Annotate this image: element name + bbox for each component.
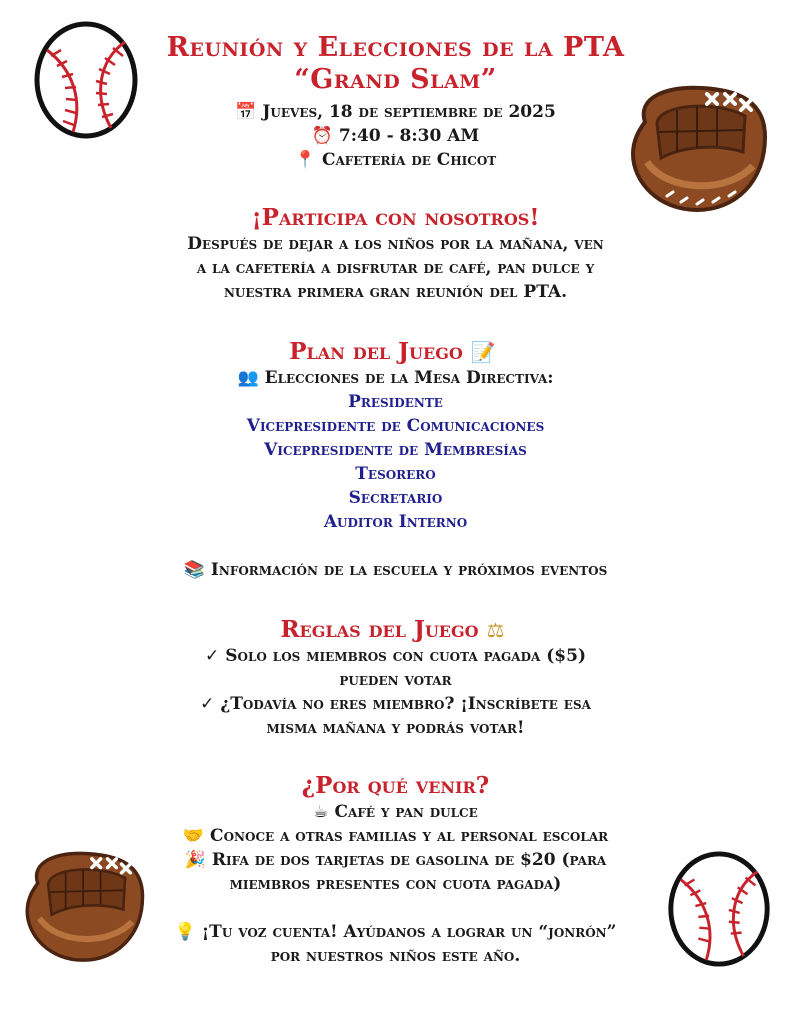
- calendar-icon: 📅: [235, 102, 257, 122]
- role-item: Secretario: [348, 488, 443, 508]
- page-subtitle: “Grand Slam”: [294, 64, 497, 95]
- participa-line: Después de dejar a los niños por la mañana, ven: [187, 234, 604, 254]
- rule-item: ✓ ¿Todavía no eres miembro? ¡Inscríbete esa: [200, 694, 591, 714]
- scales-icon: ⚖: [486, 618, 505, 642]
- plan-section: [0, 338, 791, 582]
- benefit-item: ☕ Café y pan dulce: [313, 802, 478, 822]
- books-icon: 📚: [183, 560, 205, 580]
- rule-item: ✓ Solo los miembros con cuota pagada ($5): [204, 646, 586, 666]
- plan-heading: Plan del Juego 📝: [289, 338, 496, 365]
- reglas-heading: Reglas del Juego ⚖: [280, 616, 505, 643]
- elections-label: 👥 Elecciones de la Mesa Directiva:: [237, 368, 554, 388]
- closing-line: 💡 ¡Tu voz cuenta! Ayúdanos a lograr un “jonrón”: [174, 922, 617, 942]
- people-icon: 👥: [237, 368, 259, 388]
- role-item: Tesorero: [355, 464, 436, 484]
- role-item: Auditor Interno: [323, 512, 468, 532]
- porque-section: [0, 772, 791, 968]
- role-item: Vicepresidente de Comunicaciones: [246, 416, 545, 436]
- check-icon: ✓: [204, 646, 220, 666]
- benefit-item: 🎉 Rifa de dos tarjetas de gasolina de $20 (para: [184, 850, 607, 870]
- role-item: Vicepresidente de Membresías: [264, 440, 527, 460]
- reglas-section: [0, 616, 791, 740]
- header: [0, 32, 791, 172]
- porque-heading: ¿Por qué venir?: [301, 772, 490, 799]
- participa-line: nuestra primera gran reunión del PTA.: [223, 282, 568, 302]
- coffee-icon: ☕: [313, 802, 329, 822]
- participa-section: [0, 204, 791, 304]
- benefit-item-cont: miembros presentes con cuota pagada): [229, 874, 562, 894]
- event-date: 📅 Jueves, 18 de septiembre de 2025: [235, 102, 556, 122]
- alarm-clock-icon: ⏰: [311, 126, 333, 146]
- rule-item-cont: misma mañana y podrás votar!: [266, 718, 525, 738]
- handshake-icon: 🤝: [182, 826, 205, 846]
- rule-item-cont: pueden votar: [339, 670, 452, 690]
- event-location: 📍 Cafetería de Chicot: [294, 150, 497, 170]
- benefit-item: 🤝 Conoce a otras familias y al personal escolar: [182, 826, 609, 846]
- role-item: Presidente: [348, 392, 443, 412]
- memo-icon: 📝: [470, 340, 496, 364]
- party-popper-icon: 🎉: [184, 850, 206, 870]
- info-line: 📚 Información de la escuela y próximos eventos: [183, 560, 608, 580]
- lightbulb-icon: 💡: [174, 922, 196, 942]
- check-icon: ✓: [200, 694, 215, 714]
- page-title: Reunión y Elecciones de la PTA: [166, 32, 625, 63]
- participa-heading: ¡Participa con nosotros!: [251, 204, 540, 231]
- pin-icon: 📍: [294, 150, 316, 170]
- event-time: ⏰ 7:40 - 8:30 AM: [311, 126, 480, 146]
- closing-line: por nuestros niños este año.: [270, 946, 521, 966]
- participa-line: a la cafetería a disfrutar de café, pan dulce y: [196, 258, 595, 278]
